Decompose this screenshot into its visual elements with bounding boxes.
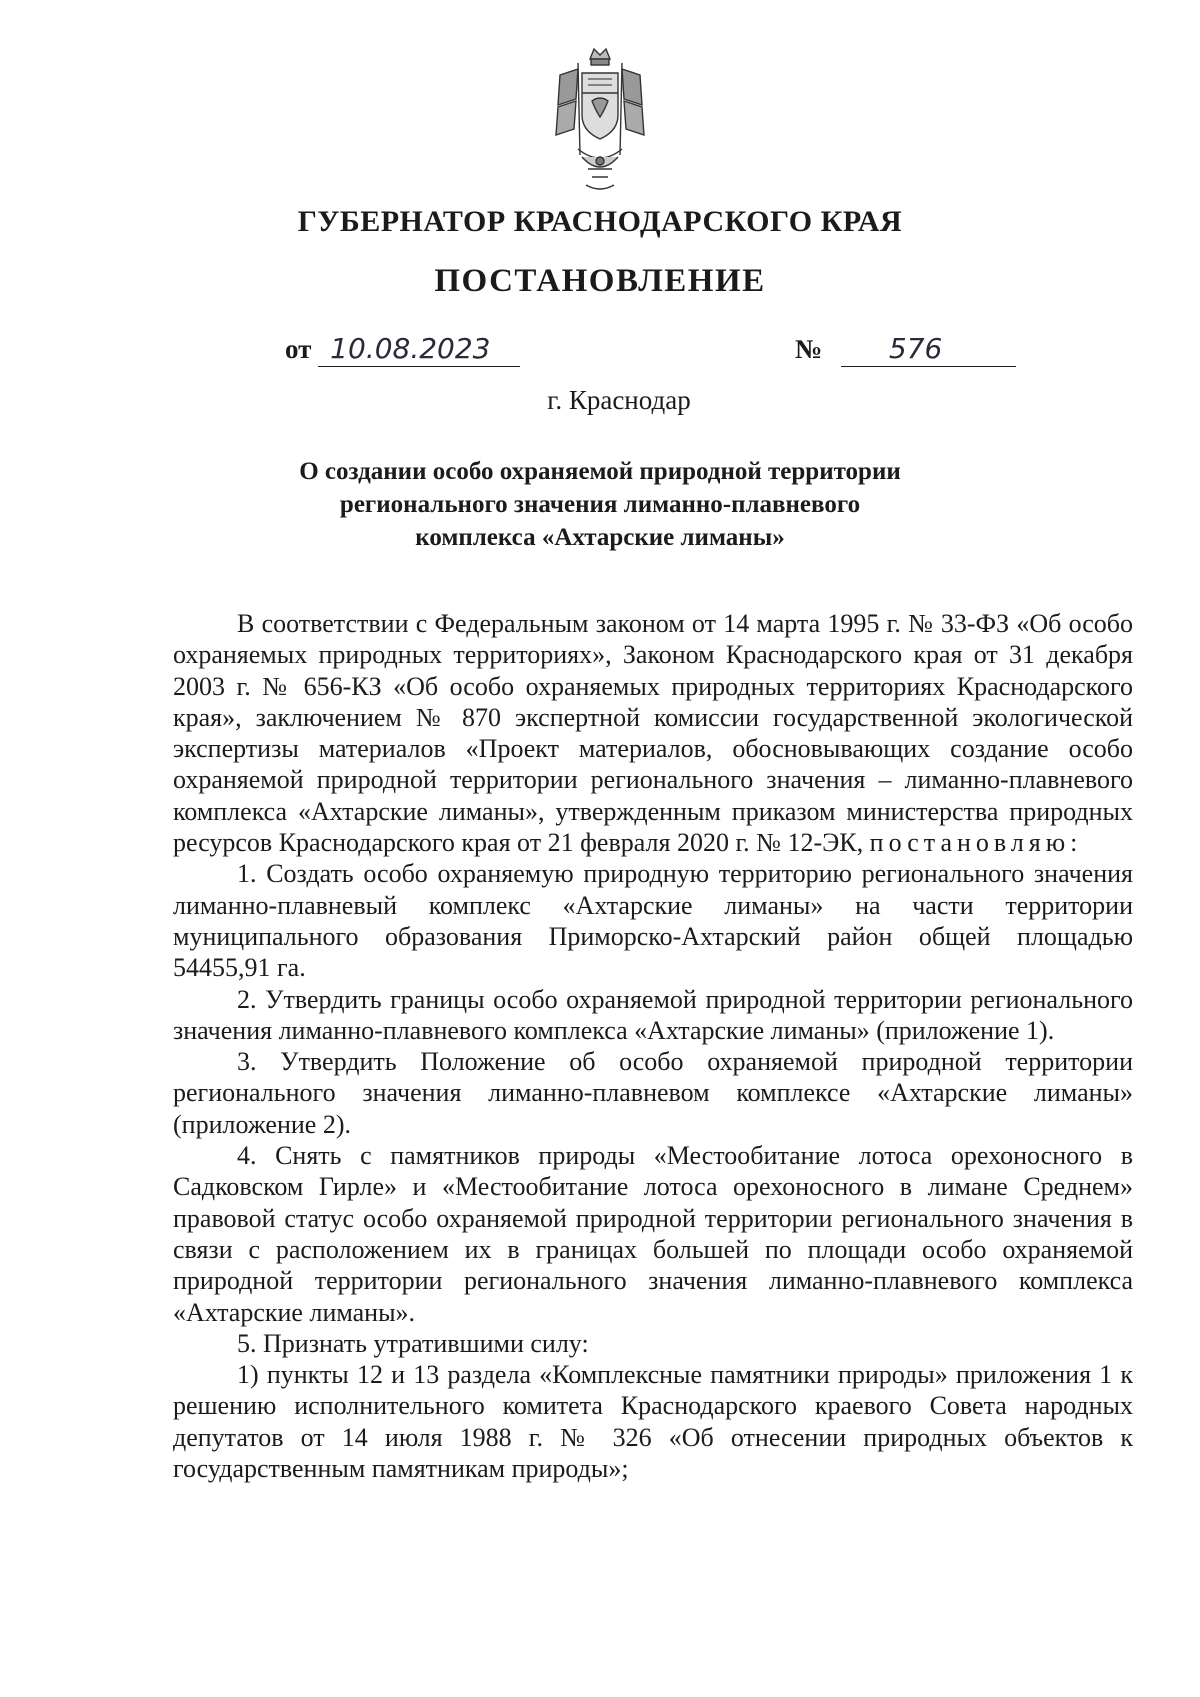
item-paragraph: 1) пункты 12 и 13 раздела «Комплексные памятники природы» приложения 1 к решению исполнительного комитета Краснодарского краевого Совета народных депутатов от 14 июля 1988 г. № 326 «Об отнесении природных объектов к государственным памятникам природы»; bbox=[173, 1360, 1133, 1484]
date-prefix: от bbox=[285, 334, 312, 364]
city: г. Краснодар bbox=[547, 385, 691, 415]
coat-of-arms-icon bbox=[552, 45, 648, 195]
document-body bbox=[173, 608, 1133, 1484]
title-line: комплекса «Ахтарские лиманы» bbox=[415, 524, 785, 551]
preamble-text: В соответствии с Федеральным законом от 14 марта 1995 г. № 33-ФЗ «Об особо охраняемых природных территориях», Законом Краснодарского края от 31 декабря 2003 г. № 656-КЗ «Об особо охраняемых природных территориях Краснодарского края», заключением № 870 экспертной комиссии государственной экологической экспертизы материалов «Проект материалов, обосновывающих создание особо охраняемой природной территории регионального значения – лиманно-плавневого комплекса «Ахтарские лиманы», утвержденным приказом министерства природных ресурсов Краснодарского края от 21 февраля 2020 г. № 12-ЭК, bbox=[173, 609, 1133, 858]
document-title bbox=[0, 455, 1200, 554]
date-field bbox=[285, 332, 520, 367]
handwritten-number: 576 bbox=[841, 332, 1016, 367]
item-paragraph: 1. Создать особо охраняемую природную территорию регионального значения лиманно-плавневый комплекс «Ахтарские лиманы» на части территории муниципального образования Приморско-Ахтарский район общей площадью 54455,91 га. bbox=[173, 859, 1133, 983]
item-paragraph: 4. Снять с памятников природы «Местообитание лотоса орехоносного в Садковском Гирле» и «Местообитание лотоса орехоносного в лимане Среднем» правовой статус особо охраняемой природной территории регионального значения в связи с расположением их в границах большей по площади особо охраняемой природной территории регионального значения лиманно-плавневого комплекса «Ахтарские лиманы». bbox=[173, 1141, 1133, 1327]
preamble-paragraph bbox=[173, 608, 1133, 858]
document-type: ПОСТАНОВЛЕНИЕ bbox=[434, 263, 766, 299]
title-line: О создании особо охраняемой природной территории bbox=[299, 458, 901, 485]
decree-word: постановляю: bbox=[869, 828, 1083, 858]
number-prefix: № bbox=[795, 334, 823, 364]
item-paragraph: 2. Утвердить границы особо охраняемой природной территории регионального значения лиманно-плавневого комплекса «Ахтарские лиманы» (приложение 1). bbox=[173, 984, 1133, 1045]
handwritten-date: 10.08.2023 bbox=[318, 332, 520, 367]
title-line: регионального значения лиманно-плавневого bbox=[339, 491, 861, 518]
number-field bbox=[795, 332, 1016, 367]
item-paragraph: 5. Признать утратившими силу: bbox=[237, 1328, 589, 1358]
issuing-authority: ГУБЕРНАТОР КРАСНОДАРСКОГО КРАЯ bbox=[297, 205, 903, 238]
item-paragraph: 3. Утвердить Положение об особо охраняемой природной территории регионального значения лиманно-плавневом комплексе «Ахтарские лиманы» (приложение 2). bbox=[173, 1047, 1133, 1139]
